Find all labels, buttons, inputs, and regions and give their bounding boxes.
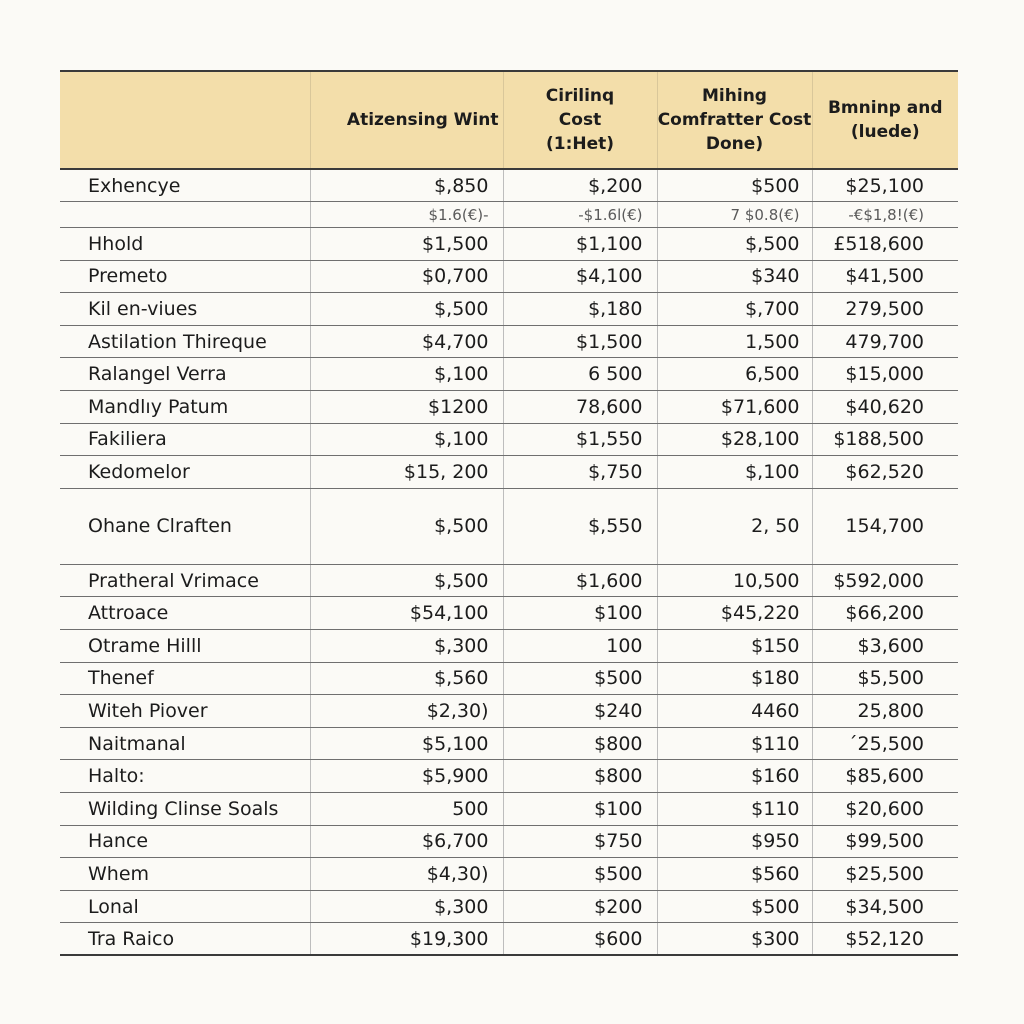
row-label: Mandlıy Patum bbox=[60, 391, 310, 424]
cell-value: $110 bbox=[657, 793, 812, 826]
cell-value: $500 bbox=[657, 169, 812, 202]
cell-value: $1,100 bbox=[503, 228, 657, 261]
cell-value: -$1.6l(€) bbox=[503, 202, 657, 228]
row-label: Naitmanal bbox=[60, 727, 310, 760]
cell-value: $600 bbox=[503, 923, 657, 956]
cell-value: $,100 bbox=[657, 456, 812, 489]
row-label: Thenef bbox=[60, 662, 310, 695]
cell-value: $,300 bbox=[310, 890, 503, 923]
cell-value: $25,500 bbox=[812, 858, 958, 891]
table-row bbox=[60, 293, 958, 326]
row-label: Ohane Clraften bbox=[60, 488, 310, 564]
cell-value: $15,000 bbox=[812, 358, 958, 391]
cell-value: $,700 bbox=[657, 293, 812, 326]
table-row bbox=[60, 358, 958, 391]
row-label bbox=[60, 202, 310, 228]
row-label: Witeh Piover bbox=[60, 695, 310, 728]
cell-value: $5,100 bbox=[310, 727, 503, 760]
row-label: Kedomelor bbox=[60, 456, 310, 489]
cell-value: $54,100 bbox=[310, 597, 503, 630]
table-row bbox=[60, 325, 958, 358]
cell-value: $150 bbox=[657, 630, 812, 663]
cell-value: 7 $0.8(€) bbox=[657, 202, 812, 228]
cell-value: $45,220 bbox=[657, 597, 812, 630]
row-label: Halto: bbox=[60, 760, 310, 793]
cell-value: $15, 200 bbox=[310, 456, 503, 489]
row-label: Otrame Hilll bbox=[60, 630, 310, 663]
table-body bbox=[60, 169, 958, 955]
row-label: Fakiliera bbox=[60, 423, 310, 456]
table-header-row bbox=[60, 71, 958, 169]
cell-value: 6 500 bbox=[503, 358, 657, 391]
cell-value: $,750 bbox=[503, 456, 657, 489]
cell-value: 100 bbox=[503, 630, 657, 663]
cell-value: $,850 bbox=[310, 169, 503, 202]
cell-value: $300 bbox=[657, 923, 812, 956]
cell-value: $1,600 bbox=[503, 564, 657, 597]
cell-value: $240 bbox=[503, 695, 657, 728]
cell-value: $40,620 bbox=[812, 391, 958, 424]
table-row bbox=[60, 760, 958, 793]
cell-value: $500 bbox=[503, 858, 657, 891]
row-label: Exhencye bbox=[60, 169, 310, 202]
cell-value: 154,700 bbox=[812, 488, 958, 564]
cell-value: $800 bbox=[503, 727, 657, 760]
cell-value: $85,600 bbox=[812, 760, 958, 793]
table-row bbox=[60, 391, 958, 424]
row-label: Kil en-viues bbox=[60, 293, 310, 326]
cost-table bbox=[60, 70, 958, 956]
cell-value: $,100 bbox=[310, 423, 503, 456]
cell-value: $950 bbox=[657, 825, 812, 858]
cell-value: $1,550 bbox=[503, 423, 657, 456]
cell-value: $100 bbox=[503, 597, 657, 630]
table-row bbox=[60, 695, 958, 728]
row-label: Premeto bbox=[60, 260, 310, 293]
cell-value: $6,700 bbox=[310, 825, 503, 858]
cell-value: $,300 bbox=[310, 630, 503, 663]
cell-value: $19,300 bbox=[310, 923, 503, 956]
cell-value: $20,600 bbox=[812, 793, 958, 826]
row-label: Hhold bbox=[60, 228, 310, 261]
header-column-2: Cirilinq Cost (1:Het) bbox=[503, 71, 657, 169]
table-row bbox=[60, 923, 958, 956]
cell-value: $0,700 bbox=[310, 260, 503, 293]
cell-value: 78,600 bbox=[503, 391, 657, 424]
cell-value: $1,500 bbox=[503, 325, 657, 358]
cell-value: $200 bbox=[503, 890, 657, 923]
cell-value: $560 bbox=[657, 858, 812, 891]
cell-value: $500 bbox=[503, 662, 657, 695]
cell-value: 500 bbox=[310, 793, 503, 826]
cell-value: $62,520 bbox=[812, 456, 958, 489]
header-column-1: Atizensing Wint bbox=[310, 71, 503, 169]
table-row bbox=[60, 727, 958, 760]
row-label: Whem bbox=[60, 858, 310, 891]
cell-value: -€$1,8!(€) bbox=[812, 202, 958, 228]
cell-value: $99,500 bbox=[812, 825, 958, 858]
table-row bbox=[60, 890, 958, 923]
cell-value: $4,100 bbox=[503, 260, 657, 293]
cell-value: $5,500 bbox=[812, 662, 958, 695]
cell-value: $,200 bbox=[503, 169, 657, 202]
cell-value: $,500 bbox=[310, 293, 503, 326]
cell-value: $188,500 bbox=[812, 423, 958, 456]
cell-value: $160 bbox=[657, 760, 812, 793]
cell-value: $2,30) bbox=[310, 695, 503, 728]
cell-value: $71,600 bbox=[657, 391, 812, 424]
cell-value: 479,700 bbox=[812, 325, 958, 358]
cell-value: $4,700 bbox=[310, 325, 503, 358]
cell-value: 4460 bbox=[657, 695, 812, 728]
cell-value: $500 bbox=[657, 890, 812, 923]
row-label: Pratheral Vrimace bbox=[60, 564, 310, 597]
table-row bbox=[60, 488, 958, 564]
row-label: Ralangel Verra bbox=[60, 358, 310, 391]
table-row bbox=[60, 597, 958, 630]
table-row bbox=[60, 858, 958, 891]
cell-value: $180 bbox=[657, 662, 812, 695]
cell-value: $25,100 bbox=[812, 169, 958, 202]
cell-value: $100 bbox=[503, 793, 657, 826]
cell-value: $110 bbox=[657, 727, 812, 760]
cell-value: 25,800 bbox=[812, 695, 958, 728]
cell-value: $340 bbox=[657, 260, 812, 293]
cell-value: $1200 bbox=[310, 391, 503, 424]
cell-value: $,180 bbox=[503, 293, 657, 326]
cell-value: ˊ25,500 bbox=[812, 727, 958, 760]
table-row bbox=[60, 169, 958, 202]
header-column-4: Bmninp and (luede) bbox=[812, 71, 958, 169]
cell-value: 1,500 bbox=[657, 325, 812, 358]
cell-value: 10,500 bbox=[657, 564, 812, 597]
cell-value: $750 bbox=[503, 825, 657, 858]
table-row bbox=[60, 228, 958, 261]
cell-value: $,500 bbox=[310, 564, 503, 597]
table-row bbox=[60, 825, 958, 858]
cell-value: $1,500 bbox=[310, 228, 503, 261]
cell-value: $3,600 bbox=[812, 630, 958, 663]
table-row bbox=[60, 260, 958, 293]
table-row bbox=[60, 202, 958, 228]
table-row bbox=[60, 793, 958, 826]
cell-value: $34,500 bbox=[812, 890, 958, 923]
cell-value: $,560 bbox=[310, 662, 503, 695]
cell-value: $800 bbox=[503, 760, 657, 793]
cost-table-sheet bbox=[60, 70, 958, 956]
header-column-3: Mihing Comfratter Cost Done) bbox=[657, 71, 812, 169]
row-label: Tra Raico bbox=[60, 923, 310, 956]
cell-value: $5,900 bbox=[310, 760, 503, 793]
cell-value: $66,200 bbox=[812, 597, 958, 630]
cell-value: $,500 bbox=[657, 228, 812, 261]
table-row bbox=[60, 630, 958, 663]
cell-value: £518,600 bbox=[812, 228, 958, 261]
cell-value: $52,120 bbox=[812, 923, 958, 956]
table-row bbox=[60, 456, 958, 489]
row-label: Astilation Thireque bbox=[60, 325, 310, 358]
cell-value: $41,500 bbox=[812, 260, 958, 293]
cell-value: 6,500 bbox=[657, 358, 812, 391]
cell-value: $,100 bbox=[310, 358, 503, 391]
cell-value: $,550 bbox=[503, 488, 657, 564]
row-label: Hance bbox=[60, 825, 310, 858]
table-row bbox=[60, 423, 958, 456]
row-label: Attroace bbox=[60, 597, 310, 630]
cell-value: $592,000 bbox=[812, 564, 958, 597]
cell-value: $,500 bbox=[310, 488, 503, 564]
table-row bbox=[60, 564, 958, 597]
cell-value: 2, 50 bbox=[657, 488, 812, 564]
header-label-column bbox=[60, 71, 310, 169]
row-label: Lonal bbox=[60, 890, 310, 923]
row-label: Wilding Clinse Soals bbox=[60, 793, 310, 826]
cell-value: $28,100 bbox=[657, 423, 812, 456]
cell-value: $1.6(€)- bbox=[310, 202, 503, 228]
cell-value: $4,30) bbox=[310, 858, 503, 891]
table-row bbox=[60, 662, 958, 695]
cell-value: 279,500 bbox=[812, 293, 958, 326]
